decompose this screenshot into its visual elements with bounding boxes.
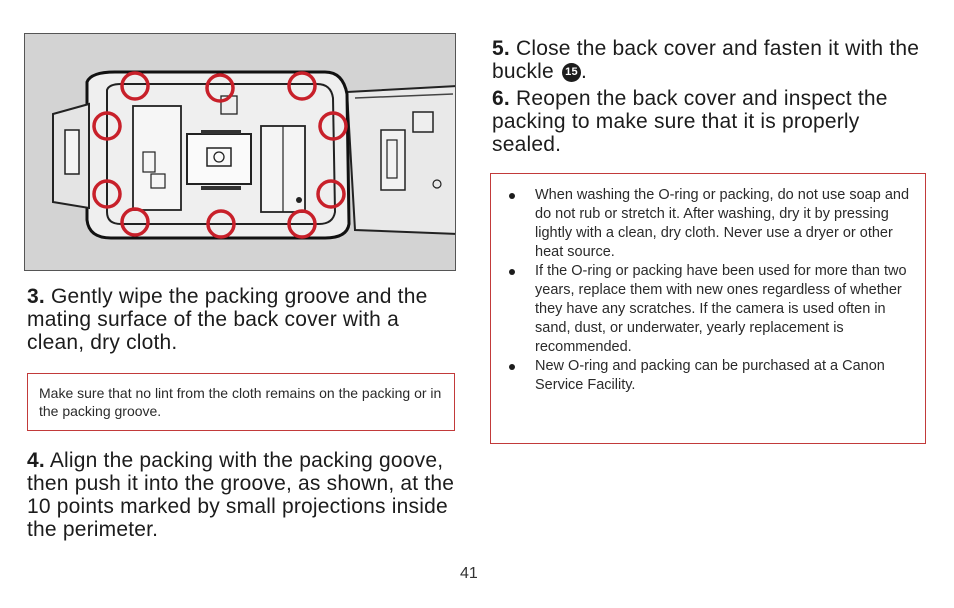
step-5-trailing: .	[580, 60, 587, 83]
step-3	[27, 285, 459, 354]
step-5	[492, 37, 932, 83]
step-3-text: Gently wipe the packing groove and the mating surface of the back cover with a clean, dry cloth.	[27, 285, 428, 354]
page-number: 41	[460, 565, 478, 582]
bullet-icon	[509, 269, 515, 275]
step-4-text: Align the packing with the packing goove, then push it into the groove, as shown, at the 10 points marked by small projections inside the perimeter.	[27, 449, 455, 541]
step-4-number: 4.	[27, 449, 45, 472]
camera-packing-illustration	[24, 33, 456, 271]
note-item-text: When washing the O-ring or packing, do not use soap and do not rub or stretch it. After washing, dry it by pressing lightly with a clean, dry cloth. Never use a dryer or other heat source.	[535, 187, 910, 260]
note-item-text: If the O-ring or packing have been used for more than two years, replace them with new ones regardless of whether they have any scratches. If the camera is used often in sand, dust, or underwater, yearly replacement is recommended.	[535, 263, 907, 355]
lint-warning-note	[27, 373, 455, 431]
list-item	[507, 262, 911, 357]
step-5-text: Close the back cover and fasten it with the buckle	[492, 37, 920, 83]
step-5-number: 5.	[492, 37, 510, 60]
lint-warning-text: Make sure that no lint from the cloth remains on the packing or in the packing groove.	[39, 385, 442, 419]
list-item	[507, 357, 911, 395]
maintenance-notes	[490, 173, 926, 444]
list-item	[507, 186, 911, 262]
bullet-icon	[509, 193, 515, 199]
maintenance-notes-list	[507, 186, 911, 395]
buckle-reference-badge: 15	[562, 63, 581, 82]
step-3-number: 3.	[27, 285, 45, 308]
step-6-text: Reopen the back cover and inspect the packing to make sure that it is properly sealed.	[492, 87, 888, 156]
step-4	[27, 449, 459, 541]
camera-back-drawing	[25, 34, 456, 271]
step-6	[492, 87, 932, 156]
bullet-icon	[509, 364, 515, 370]
step-6-number: 6.	[492, 87, 510, 110]
note-item-text: New O-ring and packing can be purchased at a Canon Service Facility.	[535, 358, 885, 393]
